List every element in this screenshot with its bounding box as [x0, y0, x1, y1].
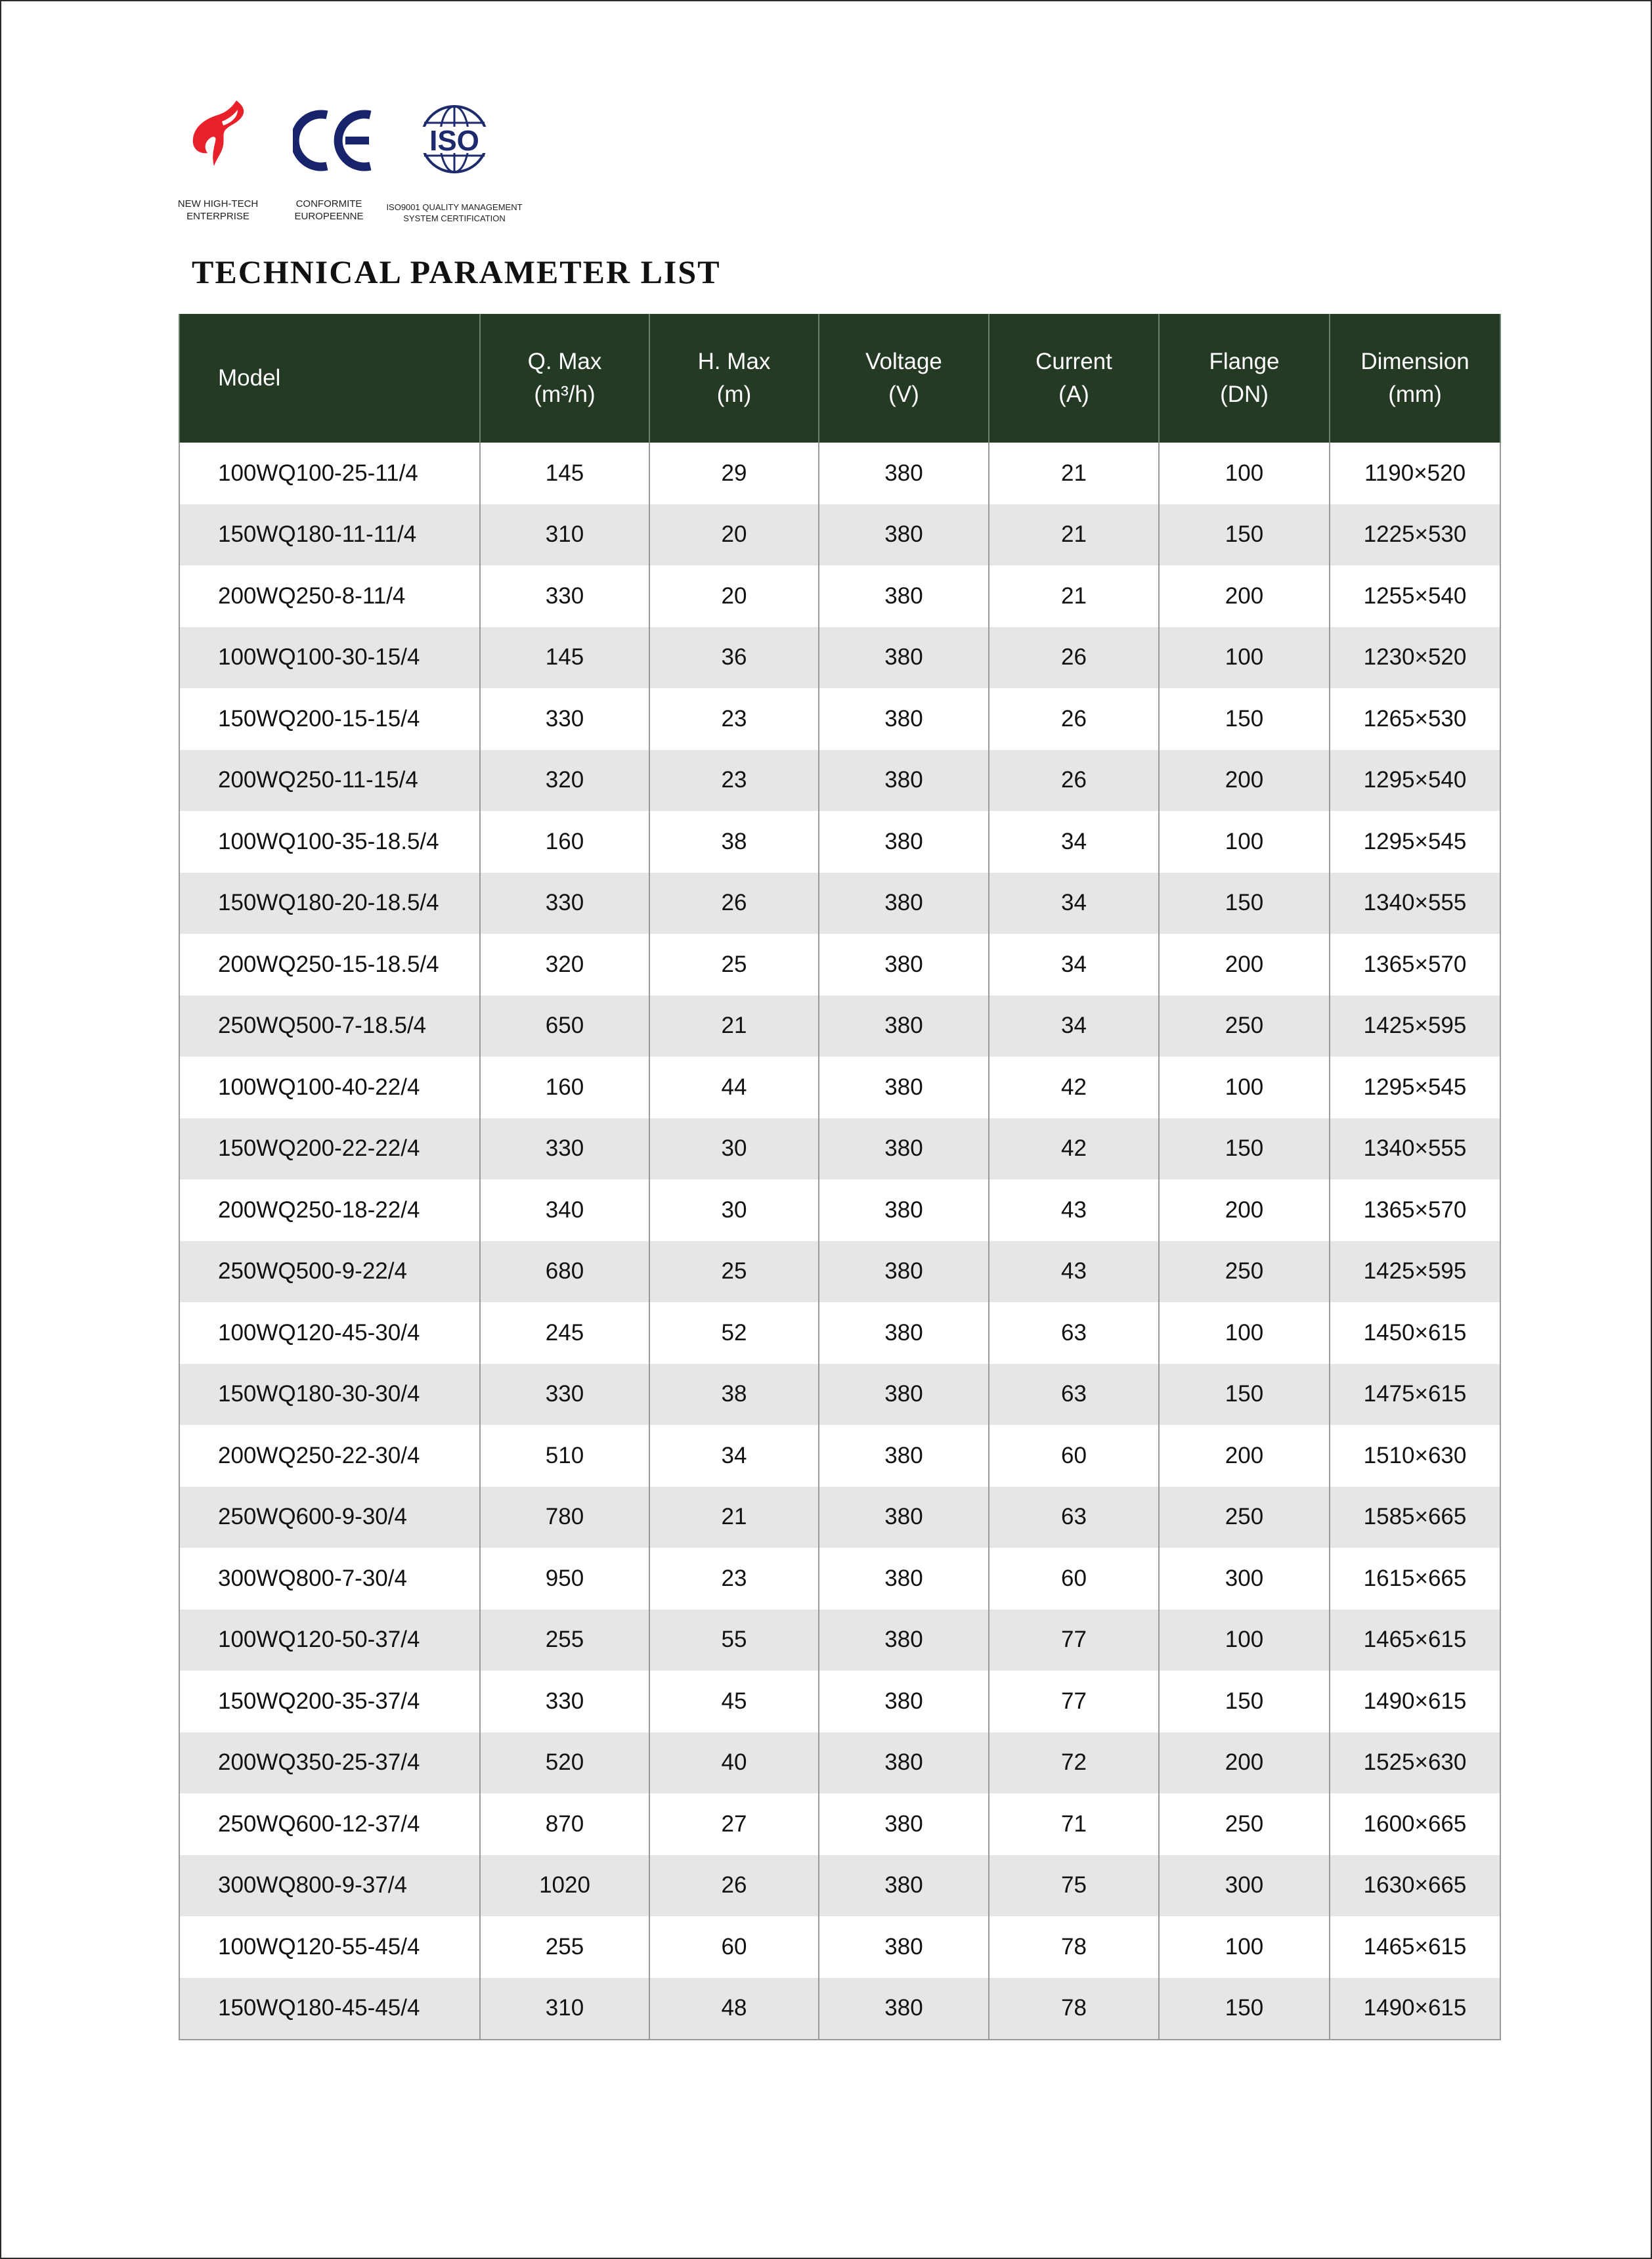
flange-cell: 150 [1159, 1118, 1330, 1180]
flange-cell: 150 [1159, 1978, 1330, 2040]
h-max-cell: 26 [649, 1855, 819, 1917]
q-max-cell: 330 [480, 873, 649, 934]
current-cell: 43 [989, 1179, 1159, 1241]
dimension-cell: 1630×665 [1330, 1855, 1500, 1917]
flange-cell: 200 [1159, 565, 1330, 627]
flange-cell: 250 [1159, 1241, 1330, 1303]
h-max-cell: 21 [649, 1487, 819, 1548]
voltage-cell: 380 [819, 750, 989, 812]
h-max-cell: 40 [649, 1732, 819, 1794]
header-model: Model [179, 314, 480, 443]
flange-cell: 100 [1159, 443, 1330, 504]
dimension-cell: 1190×520 [1330, 443, 1500, 504]
h-max-cell: 38 [649, 1364, 819, 1426]
model-cell: 100WQ120-55-45/4 [179, 1916, 480, 1978]
h-max-cell: 29 [649, 443, 819, 504]
dimension-cell: 1425×595 [1330, 996, 1500, 1057]
h-max-cell: 21 [649, 996, 819, 1057]
h-max-cell: 23 [649, 1548, 819, 1610]
iso-caption: ISO9001 QUALITY MANAGEMENT SYSTEM CERTIFICATION [386, 202, 523, 223]
q-max-cell: 320 [480, 934, 649, 996]
model-cell: 200WQ250-11-15/4 [179, 750, 480, 812]
header-dimension: Dimension (mm) [1330, 314, 1500, 443]
table-row [179, 565, 1500, 627]
voltage-cell: 380 [819, 1425, 989, 1487]
q-max-cell: 650 [480, 996, 649, 1057]
ce-caption: CONFORMITE EUROPEENNE [294, 198, 364, 222]
header-current: Current (A) [989, 314, 1159, 443]
dimension-cell: 1490×615 [1330, 1978, 1500, 2040]
table-row [179, 1671, 1500, 1732]
high-tech-caption: NEW HIGH-TECH ENTERPRISE [177, 198, 259, 222]
voltage-cell: 380 [819, 504, 989, 566]
current-cell: 34 [989, 996, 1159, 1057]
voltage-cell: 380 [819, 565, 989, 627]
dimension-cell: 1230×520 [1330, 627, 1500, 689]
h-max-cell: 44 [649, 1057, 819, 1118]
current-cell: 78 [989, 1916, 1159, 1978]
current-cell: 71 [989, 1793, 1159, 1855]
flange-cell: 100 [1159, 627, 1330, 689]
dimension-cell: 1600×665 [1330, 1793, 1500, 1855]
table-row [179, 934, 1500, 996]
voltage-cell: 380 [819, 996, 989, 1057]
dimension-cell: 1255×540 [1330, 565, 1500, 627]
dimension-cell: 1525×630 [1330, 1732, 1500, 1794]
model-cell: 200WQ250-15-18.5/4 [179, 934, 480, 996]
voltage-cell: 380 [819, 1916, 989, 1978]
h-max-cell: 25 [649, 934, 819, 996]
q-max-cell: 330 [480, 1118, 649, 1180]
dimension-cell: 1425×595 [1330, 1241, 1500, 1303]
dimension-cell: 1365×570 [1330, 934, 1500, 996]
q-max-cell: 310 [480, 1978, 649, 2040]
dimension-cell: 1340×555 [1330, 1118, 1500, 1180]
current-cell: 34 [989, 934, 1159, 996]
model-cell: 200WQ350-25-37/4 [179, 1732, 480, 1794]
voltage-cell: 380 [819, 1241, 989, 1303]
flange-cell: 100 [1159, 1916, 1330, 1978]
dimension-cell: 1265×530 [1330, 688, 1500, 750]
table-row [179, 1610, 1500, 1671]
current-cell: 34 [989, 873, 1159, 934]
h-max-cell: 25 [649, 1241, 819, 1303]
model-cell: 150WQ200-35-37/4 [179, 1671, 480, 1732]
current-cell: 77 [989, 1671, 1159, 1732]
table-row [179, 1302, 1500, 1364]
technical-parameter-table [179, 314, 1501, 2040]
model-cell: 250WQ600-9-30/4 [179, 1487, 480, 1548]
q-max-cell: 870 [480, 1793, 649, 1855]
flange-cell: 100 [1159, 1057, 1330, 1118]
table-row [179, 1548, 1500, 1610]
voltage-cell: 380 [819, 1364, 989, 1426]
model-cell: 100WQ100-40-22/4 [179, 1057, 480, 1118]
model-cell: 100WQ120-45-30/4 [179, 1302, 480, 1364]
h-max-cell: 34 [649, 1425, 819, 1487]
voltage-cell: 380 [819, 934, 989, 996]
flange-cell: 250 [1159, 1487, 1330, 1548]
voltage-cell: 380 [819, 873, 989, 934]
table-body [179, 443, 1500, 2040]
voltage-cell: 380 [819, 1671, 989, 1732]
flange-cell: 150 [1159, 1671, 1330, 1732]
flange-cell: 300 [1159, 1855, 1330, 1917]
dimension-cell: 1510×630 [1330, 1425, 1500, 1487]
ce-mark-icon [293, 110, 374, 171]
model-cell: 150WQ200-15-15/4 [179, 688, 480, 750]
q-max-cell: 160 [480, 1057, 649, 1118]
dimension-cell: 1450×615 [1330, 1302, 1500, 1364]
table-row [179, 1916, 1500, 1978]
current-cell: 26 [989, 688, 1159, 750]
iso-logo [382, 95, 527, 223]
voltage-cell: 380 [819, 1610, 989, 1671]
voltage-cell: 380 [819, 688, 989, 750]
dimension-cell: 1295×545 [1330, 1057, 1500, 1118]
model-cell: 100WQ120-50-37/4 [179, 1610, 480, 1671]
dimension-cell: 1365×570 [1330, 1179, 1500, 1241]
current-cell: 63 [989, 1364, 1159, 1426]
table-row [179, 873, 1500, 934]
voltage-cell: 380 [819, 1118, 989, 1180]
current-cell: 75 [989, 1855, 1159, 1917]
current-cell: 26 [989, 627, 1159, 689]
h-max-cell: 30 [649, 1118, 819, 1180]
iso-globe-icon [414, 103, 495, 175]
header-flange: Flange (DN) [1159, 314, 1330, 443]
voltage-cell: 380 [819, 1057, 989, 1118]
dimension-cell: 1465×615 [1330, 1916, 1500, 1978]
table-row [179, 1855, 1500, 1917]
q-max-cell: 255 [480, 1610, 649, 1671]
voltage-cell: 380 [819, 811, 989, 873]
model-cell: 200WQ250-18-22/4 [179, 1179, 480, 1241]
model-cell: 100WQ100-30-15/4 [179, 627, 480, 689]
current-cell: 63 [989, 1302, 1159, 1364]
model-cell: 150WQ180-20-18.5/4 [179, 873, 480, 934]
model-cell: 100WQ100-25-11/4 [179, 443, 480, 504]
current-cell: 78 [989, 1978, 1159, 2040]
h-max-cell: 26 [649, 873, 819, 934]
flange-cell: 150 [1159, 688, 1330, 750]
q-max-cell: 950 [480, 1548, 649, 1610]
q-max-cell: 310 [480, 504, 649, 566]
current-cell: 43 [989, 1241, 1159, 1303]
flange-cell: 250 [1159, 1793, 1330, 1855]
q-max-cell: 330 [480, 688, 649, 750]
voltage-cell: 380 [819, 1487, 989, 1548]
table-row [179, 627, 1500, 689]
q-max-cell: 1020 [480, 1855, 649, 1917]
model-cell: 200WQ250-8-11/4 [179, 565, 480, 627]
table-row [179, 443, 1500, 504]
voltage-cell: 380 [819, 1548, 989, 1610]
voltage-cell: 380 [819, 443, 989, 504]
h-max-cell: 60 [649, 1916, 819, 1978]
table-row [179, 811, 1500, 873]
flange-cell: 200 [1159, 934, 1330, 996]
model-cell: 200WQ250-22-30/4 [179, 1425, 480, 1487]
table-row [179, 996, 1500, 1057]
model-cell: 150WQ180-11-11/4 [179, 504, 480, 566]
table-row [179, 1364, 1500, 1426]
current-cell: 34 [989, 811, 1159, 873]
flange-cell: 150 [1159, 873, 1330, 934]
dimension-cell: 1295×540 [1330, 750, 1500, 812]
flange-cell: 200 [1159, 1425, 1330, 1487]
table-row [179, 504, 1500, 566]
flange-cell: 150 [1159, 1364, 1330, 1426]
table-row [179, 1978, 1500, 2040]
h-max-cell: 38 [649, 811, 819, 873]
header-voltage: Voltage (V) [819, 314, 989, 443]
q-max-cell: 320 [480, 750, 649, 812]
table-row [179, 1241, 1500, 1303]
flange-cell: 300 [1159, 1548, 1330, 1610]
h-max-cell: 23 [649, 750, 819, 812]
voltage-cell: 380 [819, 1179, 989, 1241]
flange-cell: 100 [1159, 811, 1330, 873]
table-row [179, 1179, 1500, 1241]
header-h-max: H. Max (m) [649, 314, 819, 443]
dimension-cell: 1225×530 [1330, 504, 1500, 566]
q-max-cell: 330 [480, 1364, 649, 1426]
current-cell: 77 [989, 1610, 1159, 1671]
table-header [179, 314, 1500, 443]
model-cell: 300WQ800-7-30/4 [179, 1548, 480, 1610]
header-row [179, 314, 1500, 443]
q-max-cell: 255 [480, 1916, 649, 1978]
current-cell: 63 [989, 1487, 1159, 1548]
q-max-cell: 330 [480, 1671, 649, 1732]
table-row [179, 1732, 1500, 1794]
q-max-cell: 680 [480, 1241, 649, 1303]
h-max-cell: 23 [649, 688, 819, 750]
page-title: TECHNICAL PARAMETER LIST [192, 253, 721, 290]
ce-mark-logo [284, 95, 376, 222]
flame-icon [185, 95, 251, 181]
q-max-cell: 330 [480, 565, 649, 627]
h-max-cell: 36 [649, 627, 819, 689]
model-cell: 300WQ800-9-37/4 [179, 1855, 480, 1917]
current-cell: 21 [989, 443, 1159, 504]
table-row [179, 1793, 1500, 1855]
flange-cell: 100 [1159, 1302, 1330, 1364]
dimension-cell: 1340×555 [1330, 873, 1500, 934]
flange-cell: 200 [1159, 1179, 1330, 1241]
h-max-cell: 27 [649, 1793, 819, 1855]
flange-cell: 100 [1159, 1610, 1330, 1671]
q-max-cell: 510 [480, 1425, 649, 1487]
model-cell: 250WQ500-7-18.5/4 [179, 996, 480, 1057]
model-cell: 150WQ180-30-30/4 [179, 1364, 480, 1426]
flange-cell: 200 [1159, 750, 1330, 812]
flange-cell: 150 [1159, 504, 1330, 566]
dimension-cell: 1490×615 [1330, 1671, 1500, 1732]
q-max-cell: 340 [480, 1179, 649, 1241]
current-cell: 60 [989, 1425, 1159, 1487]
table-row [179, 1425, 1500, 1487]
current-cell: 60 [989, 1548, 1159, 1610]
model-cell: 250WQ600-12-37/4 [179, 1793, 480, 1855]
h-max-cell: 55 [649, 1610, 819, 1671]
current-cell: 21 [989, 565, 1159, 627]
model-cell: 100WQ100-35-18.5/4 [179, 811, 480, 873]
dimension-cell: 1585×665 [1330, 1487, 1500, 1548]
voltage-cell: 380 [819, 1732, 989, 1794]
h-max-cell: 20 [649, 565, 819, 627]
high-tech-enterprise-logo [172, 95, 264, 222]
flange-cell: 250 [1159, 996, 1330, 1057]
header-q-max: Q. Max (m³/h) [480, 314, 649, 443]
table-row [179, 1057, 1500, 1118]
h-max-cell: 45 [649, 1671, 819, 1732]
table-row [179, 688, 1500, 750]
q-max-cell: 245 [480, 1302, 649, 1364]
dimension-cell: 1295×545 [1330, 811, 1500, 873]
current-cell: 21 [989, 504, 1159, 566]
current-cell: 26 [989, 750, 1159, 812]
table-row [179, 1118, 1500, 1180]
voltage-cell: 380 [819, 627, 989, 689]
q-max-cell: 780 [480, 1487, 649, 1548]
table-row [179, 1487, 1500, 1548]
svg-text:ISO: ISO [429, 125, 479, 157]
h-max-cell: 48 [649, 1978, 819, 2040]
current-cell: 72 [989, 1732, 1159, 1794]
voltage-cell: 380 [819, 1302, 989, 1364]
dimension-cell: 1615×665 [1330, 1548, 1500, 1610]
voltage-cell: 380 [819, 1978, 989, 2040]
current-cell: 42 [989, 1057, 1159, 1118]
voltage-cell: 380 [819, 1855, 989, 1917]
model-cell: 150WQ180-45-45/4 [179, 1978, 480, 2040]
voltage-cell: 380 [819, 1793, 989, 1855]
dimension-cell: 1475×615 [1330, 1364, 1500, 1426]
model-cell: 150WQ200-22-22/4 [179, 1118, 480, 1180]
q-max-cell: 145 [480, 443, 649, 504]
flange-cell: 200 [1159, 1732, 1330, 1794]
model-cell: 250WQ500-9-22/4 [179, 1241, 480, 1303]
h-max-cell: 52 [649, 1302, 819, 1364]
q-max-cell: 145 [480, 627, 649, 689]
q-max-cell: 520 [480, 1732, 649, 1794]
certification-logos [172, 95, 527, 233]
table-row [179, 750, 1500, 812]
dimension-cell: 1465×615 [1330, 1610, 1500, 1671]
current-cell: 42 [989, 1118, 1159, 1180]
h-max-cell: 20 [649, 504, 819, 566]
q-max-cell: 160 [480, 811, 649, 873]
h-max-cell: 30 [649, 1179, 819, 1241]
